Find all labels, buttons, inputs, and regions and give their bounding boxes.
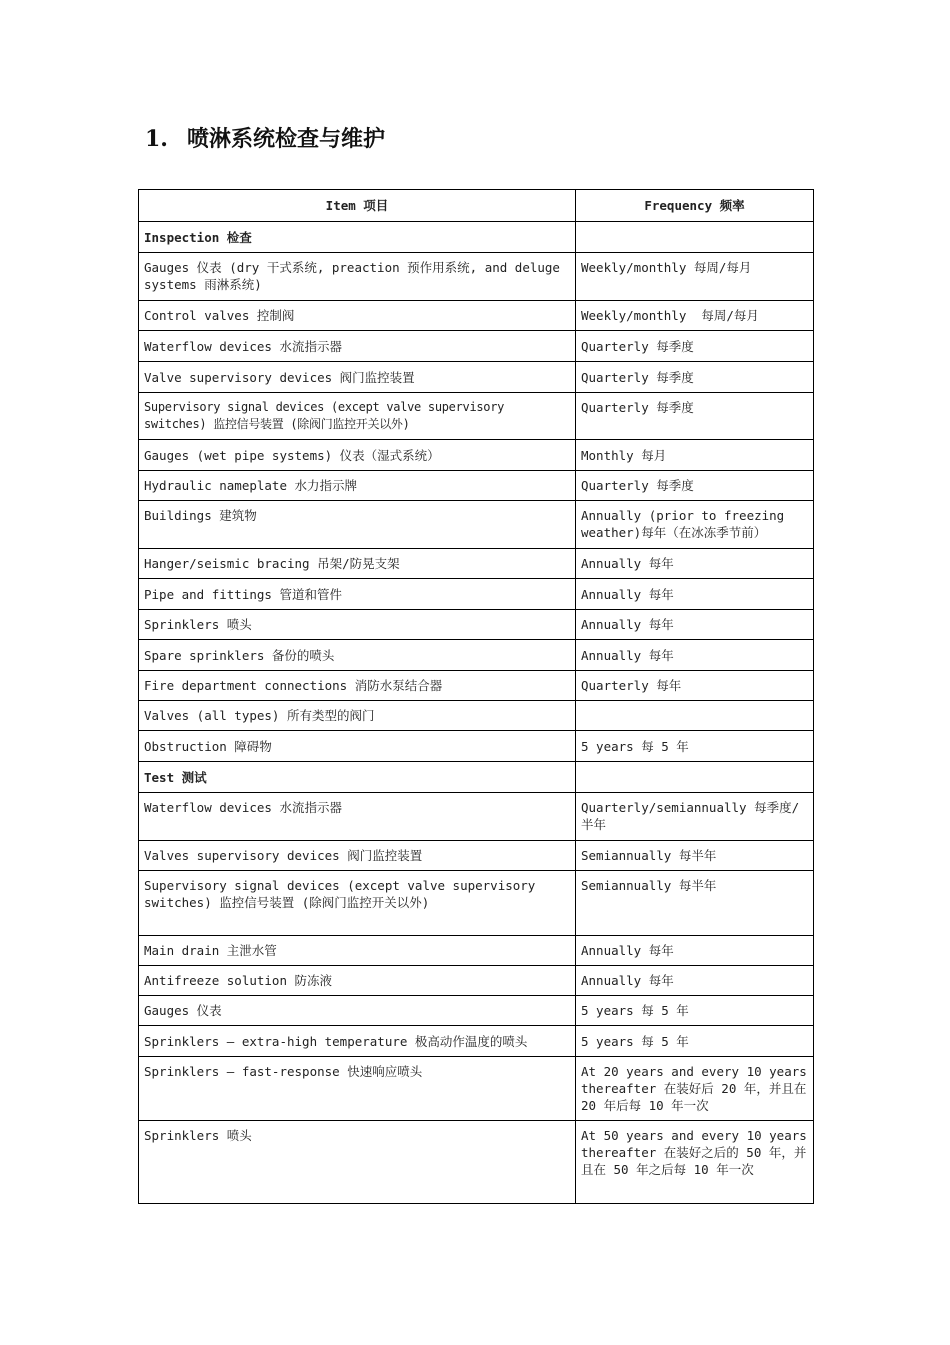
table-cell-item: Control valves 控制阀 — [139, 301, 576, 331]
table-cell-item: Fire department connections 消防水泵结合器 — [139, 671, 576, 701]
table-row — [139, 966, 814, 996]
table-row — [139, 996, 814, 1026]
table-cell-item: Supervisory signal devices (except valve supervisory switches) 监控信号装置 (除阀门监控开关以外) — [139, 393, 576, 440]
table-cell-frequency: 5 years 每 5 年 — [576, 731, 814, 762]
table-row — [139, 253, 814, 301]
table-cell-frequency: Monthly 每月 — [576, 440, 814, 471]
table-row — [139, 731, 814, 762]
table-row — [139, 579, 814, 610]
table-cell-frequency: Annually 每年 — [576, 579, 814, 610]
section-label-test: Test 测试 — [139, 762, 576, 793]
table-cell-frequency: Quarterly/semiannually 每季度/半年 — [576, 793, 814, 841]
section-number: 1. — [145, 126, 168, 152]
table-cell-item: Valve supervisory devices 阀门监控装置 — [139, 362, 576, 393]
table-cell-frequency — [576, 762, 814, 793]
table-cell-frequency: 5 years 每 5 年 — [576, 996, 814, 1026]
table-row — [139, 671, 814, 701]
table-cell-item: Waterflow devices 水流指示器 — [139, 793, 576, 841]
table-cell-frequency: 5 years 每 5 年 — [576, 1026, 814, 1057]
table-row — [139, 471, 814, 501]
table-cell-item: Hanger/seismic bracing 吊架/防晃支架 — [139, 549, 576, 579]
table-cell-frequency: Weekly/monthly 每周/每月 — [576, 253, 814, 301]
section-label-inspection: Inspection 检查 — [139, 222, 576, 253]
table-cell-item: Main drain 主泄水管 — [139, 936, 576, 966]
table-row — [139, 871, 814, 936]
table-cell-item: Buildings 建筑物 — [139, 501, 576, 549]
table-cell-item: Gauges 仪表 (dry 干式系统, preaction 预作用系统, and deluge systems 雨淋系统) — [139, 253, 576, 301]
table-row — [139, 501, 814, 549]
table-row — [139, 793, 814, 841]
section-row-test — [139, 762, 814, 793]
table-cell-item: Sprinklers — extra-high temperature 极高动作温度的喷头 — [139, 1026, 576, 1057]
table-cell-frequency: Quarterly 每季度 — [576, 331, 814, 362]
table-cell-item: Valves supervisory devices 阀门监控装置 — [139, 841, 576, 871]
table-row — [139, 549, 814, 579]
table-cell-frequency: Annually 每年 — [576, 640, 814, 671]
table-cell-item: Valves (all types) 所有类型的阀门 — [139, 701, 576, 731]
table-cell-item: Antifreeze solution 防冻液 — [139, 966, 576, 996]
table-cell-item: Sprinklers 喷头 — [139, 1121, 576, 1204]
table-cell-frequency: Quarterly 每季度 — [576, 393, 814, 440]
table-row — [139, 610, 814, 640]
table-row — [139, 301, 814, 331]
table-cell-frequency: Weekly/monthly 每周/每月 — [576, 301, 814, 331]
table-row — [139, 331, 814, 362]
table-cell-frequency: Semiannually 每半年 — [576, 841, 814, 871]
table-row — [139, 640, 814, 671]
table-cell-frequency: Annually 每年 — [576, 610, 814, 640]
table-cell-item: Supervisory signal devices (except valve supervisory switches) 监控信号装置 (除阀门监控开关以外) — [139, 871, 576, 936]
table-cell-item: Hydraulic nameplate 水力指示牌 — [139, 471, 576, 501]
frequency-column-header: Frequency 频率 — [576, 190, 814, 222]
table-cell-item: Gauges 仪表 — [139, 996, 576, 1026]
table-cell-item: Obstruction 障碍物 — [139, 731, 576, 762]
table-cell-frequency: Quarterly 每年 — [576, 671, 814, 701]
table-cell-frequency: Quarterly 每季度 — [576, 362, 814, 393]
section-heading — [145, 122, 385, 153]
table-row — [139, 1026, 814, 1057]
section-row-inspection — [139, 222, 814, 253]
table-cell-frequency: Semiannually 每半年 — [576, 871, 814, 936]
table-row — [139, 362, 814, 393]
item-column-header: Item 项目 — [139, 190, 576, 222]
table-cell-frequency: At 20 years and every 10 years thereafter 在装好后 20 年，并且在 20 年后每 10 年一次 — [576, 1057, 814, 1121]
table-cell-frequency: Annually 每年 — [576, 549, 814, 579]
table-row — [139, 1121, 814, 1204]
table-cell-item: Sprinklers 喷头 — [139, 610, 576, 640]
table-cell-item: Pipe and fittings 管道和管件 — [139, 579, 576, 610]
table-cell-frequency: Annually 每年 — [576, 966, 814, 996]
table-row — [139, 393, 814, 440]
inspection-frequency-table — [138, 189, 814, 1204]
table-row — [139, 1057, 814, 1121]
table-cell-item: Gauges (wet pipe systems) 仪表（湿式系统） — [139, 440, 576, 471]
table-cell-frequency — [576, 701, 814, 731]
table-row — [139, 936, 814, 966]
table-cell-item: Sprinklers — fast-response 快速响应喷头 — [139, 1057, 576, 1121]
table-cell-frequency: Annually (prior to freezing weather)每年（在冰冻季节前） — [576, 501, 814, 549]
table-cell-item: Waterflow devices 水流指示器 — [139, 331, 576, 362]
table-row — [139, 701, 814, 731]
table-cell-frequency — [576, 222, 814, 253]
section-title: 喷淋系统检查与维护 — [187, 126, 386, 152]
table-cell-frequency: Quarterly 每季度 — [576, 471, 814, 501]
table-cell-frequency: Annually 每年 — [576, 936, 814, 966]
table-header-row — [139, 190, 814, 222]
table-cell-item: Spare sprinklers 备份的喷头 — [139, 640, 576, 671]
table-row — [139, 841, 814, 871]
table-row — [139, 440, 814, 471]
table-cell-frequency: At 50 years and every 10 years thereafter 在装好之后的 50 年，并且在 50 年之后每 10 年一次 — [576, 1121, 814, 1204]
